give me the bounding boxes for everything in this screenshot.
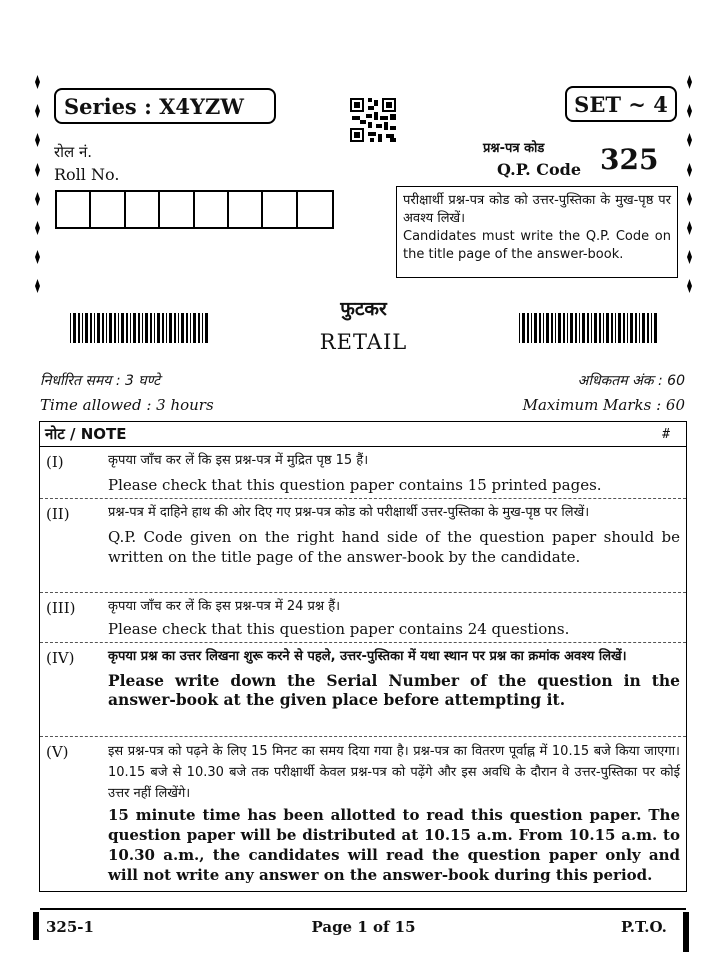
note-text-en: Please check that this question paper contains 15 printed pages. xyxy=(108,476,602,494)
qp-code-label-en: Q.P. Code xyxy=(497,160,582,179)
note-text-hi: प्रश्न-पत्र में दाहिने हाथ की ओर दिए गए प्रश्न-पत्र कोड को परीक्षार्थी उत्तर-पुस्तिका के मुख-पृष्ठ पर लिखें। xyxy=(108,505,590,520)
note-title: नोट / NOTE xyxy=(45,425,127,443)
note-table xyxy=(39,421,687,892)
note-text-hi: कृपया प्रश्न का उत्तर लिखना शुरू करने से पहले, उत्तर-पुस्तिका में यथा स्थान पर प्रश्न का क्रमांक अवश्य लिखें। xyxy=(108,649,627,664)
roll-no-cell[interactable] xyxy=(160,192,194,227)
roll-no-cell[interactable] xyxy=(91,192,125,227)
note-item xyxy=(40,499,686,593)
qp-code-number: 325 xyxy=(600,143,659,176)
roll-no-label-en: Roll No. xyxy=(54,165,120,184)
note-item xyxy=(40,737,686,888)
note-number: (II) xyxy=(46,505,70,523)
left-side-marks xyxy=(35,75,41,315)
qr-code-icon xyxy=(350,98,396,142)
note-text-en: Please write down the Serial Number of the question in the answer-book at the given place before attempting it. xyxy=(108,671,680,709)
roll-no-cell[interactable] xyxy=(229,192,263,227)
note-hash: # xyxy=(662,426,670,442)
qp-code-label-hi: प्रश्न-पत्र कोड xyxy=(483,141,545,156)
footer-page: Page 1 of 15 xyxy=(311,918,416,936)
subject-title-hi: फुटकर xyxy=(340,298,387,320)
note-text-en: 15 minute time has been allotted to read this question paper. The question paper will be distributed at 10.15 a.m. From 10.15 a.m. to 10.30 a.m., the candidates will read the question paper only and will not write any answer on the answer-book during this period. xyxy=(108,806,680,884)
max-marks-en: Maximum Marks : 60 xyxy=(522,396,685,414)
roll-no-cell[interactable] xyxy=(126,192,160,227)
note-text-hi: कृपया जाँच कर लें कि इस प्रश्न-पत्र में 24 प्रश्न हैं। xyxy=(108,599,341,614)
roll-no-cell[interactable] xyxy=(263,192,297,227)
right-side-marks xyxy=(687,75,693,315)
roll-no-cell[interactable] xyxy=(195,192,229,227)
note-header xyxy=(40,422,686,447)
roll-no-label-hi: रोल नं. xyxy=(54,143,93,161)
note-number: (V) xyxy=(46,743,69,761)
note-item xyxy=(40,643,686,737)
note-text-hi: इस प्रश्न-पत्र को पढ़ने के लिए 15 मिनट का समय दिया गया है। प्रश्न-पत्र का वितरण पूर्वाह्न में 10.15 बजे किया जाएगा। 10.15 बजे से 10.30 बजे तक परीक्षार्थी केवल प्रश्न-पत्र को पढ़ेंगे और इस अवधि के दौरान वे उत्तर-पुस्तिका पर कोई उत्तर नहीं लिखेंगे। xyxy=(108,744,680,801)
series-label: Series : X4YZW xyxy=(64,93,244,119)
footer-code: 325-1 xyxy=(46,918,94,936)
note-number: (I) xyxy=(46,453,64,471)
set-label: SET ~ 4 xyxy=(574,91,668,117)
set-box xyxy=(565,86,677,122)
note-text-en: Please check that this question paper contains 24 questions. xyxy=(108,620,570,638)
subject-title-en: RETAIL xyxy=(319,330,408,354)
max-marks-hi: अधिकतम अंक : 60 xyxy=(577,373,685,389)
series-box xyxy=(54,88,276,124)
time-allowed-en: Time allowed : 3 hours xyxy=(40,396,214,414)
note-number: (III) xyxy=(46,599,76,617)
candidate-instruction-box xyxy=(396,186,678,278)
note-text-en: Q.P. Code given on the right hand side of the question paper should be written on the title page of the answer-book by the candidate. xyxy=(108,528,680,566)
note-text-hi: कृपया जाँच कर लें कि इस प्रश्न-पत्र में मुद्रित पृष्ठ 15 हैं। xyxy=(108,453,369,468)
candidate-note-hi: परीक्षार्थी प्रश्न-पत्र कोड को उत्तर-पुस्तिका के मुख-पृष्ठ पर अवश्य लिखें। xyxy=(403,193,671,226)
note-item xyxy=(40,593,686,643)
roll-no-cell[interactable] xyxy=(298,192,332,227)
footer-pto: P.T.O. xyxy=(621,918,667,936)
note-number: (IV) xyxy=(46,649,75,667)
roll-no-grid[interactable] xyxy=(55,190,334,229)
roll-no-cell[interactable] xyxy=(57,192,91,227)
footer-rule xyxy=(40,908,686,910)
candidate-note-en: Candidates must write the Q.P. Code on the title page of the answer-book. xyxy=(403,229,671,262)
time-allowed-hi: निर्धारित समय : 3 घण्टे xyxy=(40,373,161,389)
note-item xyxy=(40,447,686,499)
